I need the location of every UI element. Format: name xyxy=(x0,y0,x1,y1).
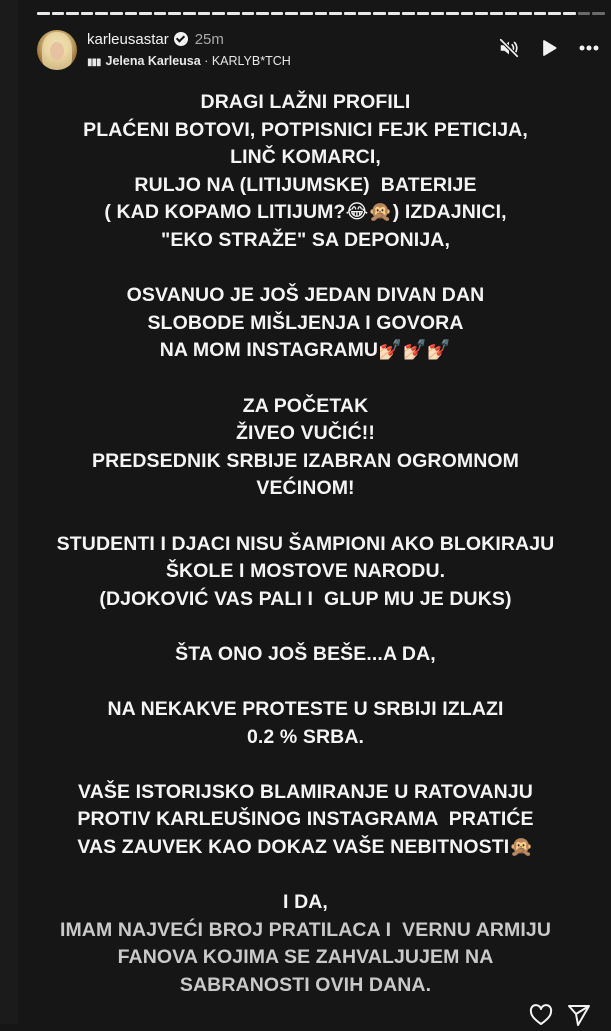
story-text-line: VAS ZAUVEK KAO DOKAZ VAŠE NEBITNOSTI🙊 xyxy=(77,836,534,859)
story-text-line xyxy=(0,862,611,890)
play-icon xyxy=(539,38,559,58)
story-header xyxy=(37,30,601,72)
story-text-line: ŠTA ONO JOŠ BEŠE...A DA, xyxy=(175,642,436,665)
progress-segment xyxy=(110,12,123,15)
play-button[interactable] xyxy=(537,36,561,60)
progress-segment xyxy=(431,12,444,15)
progress-segment xyxy=(242,12,255,15)
like-button[interactable] xyxy=(529,1004,553,1026)
story-text-line: IMAM NAJVEĆI BROJ PRATILACA I VERNU ARMIJU xyxy=(59,918,552,941)
username-row xyxy=(87,31,224,48)
verified-badge-icon xyxy=(174,32,188,46)
avatar[interactable] xyxy=(37,30,77,70)
progress-segment xyxy=(198,12,211,15)
send-icon xyxy=(567,1004,591,1026)
share-button[interactable] xyxy=(567,1004,591,1026)
story-text-line xyxy=(0,668,611,696)
progress-segment xyxy=(490,12,503,15)
progress-segment xyxy=(256,12,269,15)
story-text-line xyxy=(0,613,611,641)
music-bars-icon: ▮▮▮ xyxy=(87,57,101,68)
progress-segment xyxy=(125,12,138,15)
progress-segment xyxy=(81,12,94,15)
story-text-line: VAŠE ISTORIJSKO BLAMIRANJE U RATOVANJU xyxy=(78,780,533,803)
music-separator: · xyxy=(200,54,212,68)
music-artist: Jelena Karleusa xyxy=(105,54,201,68)
username-link[interactable]: karleusastar xyxy=(87,31,169,48)
progress-segment xyxy=(154,12,167,15)
story-text-line: OSVANUO JE JOŠ JEDAN DIVAN DAN xyxy=(126,284,485,307)
progress-segment xyxy=(402,12,415,15)
story-text-content xyxy=(0,89,611,1000)
story-text-line: (DJOKOVIĆ VAS PALI I GLUP MU JE DUKS) xyxy=(99,587,512,610)
story-text-line: PLAĆENI BOTOVI, POTPISNICI FEJK PETICIJA, xyxy=(83,118,528,141)
story-text-line: I DA, xyxy=(283,891,328,914)
story-footer-actions xyxy=(529,1004,591,1026)
progress-segment xyxy=(227,12,240,15)
progress-segment xyxy=(315,12,328,15)
progress-segment xyxy=(66,12,79,15)
story-text-line: "EKO STRAŽE" SA DEPONIJA, xyxy=(161,228,450,251)
progress-segment xyxy=(578,12,591,15)
progress-segment xyxy=(344,12,357,15)
story-text-line: RULJO NA (LITIJUMSKE) BATERIJE xyxy=(134,173,477,196)
heart-icon xyxy=(529,1004,553,1026)
progress-segment xyxy=(592,12,605,15)
progress-segment xyxy=(212,12,225,15)
story-text-line: 0.2 % SRBA. xyxy=(246,725,365,748)
progress-segment xyxy=(271,12,284,15)
progress-segment xyxy=(388,12,401,15)
more-options-button[interactable] xyxy=(577,36,601,60)
story-text-line: DRAGI LAŽNI PROFILI xyxy=(200,91,411,113)
story-text-line: PREDSEDNIK SRBIJE IZABRAN OGROMNOM xyxy=(91,449,519,472)
story-text-line: NA NEKAKVE PROTESTE U SRBIJI IZLAZI xyxy=(107,698,504,721)
timestamp: 25m xyxy=(194,31,224,48)
story-text-line xyxy=(0,751,611,779)
story-text-line: STUDENTI I DJACI NISU ŠAMPIONI AKO BLOKIRAJU xyxy=(56,532,555,555)
story-controls xyxy=(481,36,601,60)
story-text-line: FANOVA KOJIMA SE ZAHVALJUJEM NA xyxy=(117,946,494,969)
progress-segment xyxy=(505,12,518,15)
progress-segment xyxy=(139,12,152,15)
story-text-line: SABRANOSTI OVIH DANA. xyxy=(179,974,432,996)
progress-segment xyxy=(285,12,298,15)
story-text-line xyxy=(0,503,611,531)
story-text-line xyxy=(0,365,611,393)
progress-segment xyxy=(358,12,371,15)
story-progress-bar xyxy=(37,12,605,15)
story-text-line: VEĆINOM! xyxy=(256,477,355,500)
speaker-muted-icon xyxy=(498,37,520,59)
progress-segment xyxy=(446,12,459,15)
story-text-line: ZA POČETAK xyxy=(242,394,369,417)
progress-segment xyxy=(548,12,561,15)
progress-segment xyxy=(534,12,547,15)
progress-segment xyxy=(95,12,108,15)
progress-segment xyxy=(563,12,576,15)
progress-segment xyxy=(37,12,50,15)
story-text-line xyxy=(0,255,611,283)
music-attribution[interactable] xyxy=(87,54,291,68)
progress-segment xyxy=(417,12,430,15)
mute-button[interactable] xyxy=(497,36,521,60)
progress-segment xyxy=(461,12,474,15)
progress-segment xyxy=(168,12,181,15)
story-text-line: NA MOM INSTAGRAMU💅🏻💅🏻💅🏻 xyxy=(159,339,452,362)
story-text-line: PROTIV KARLEUŠINOG INSTAGRAMA PRATIĆE xyxy=(77,808,534,831)
story-text-line: ŠKOLE I MOSTOVE NARODU. xyxy=(165,560,446,583)
story-text-line: ŽIVEO VUČIĆ!! xyxy=(236,422,375,445)
more-horizontal-icon xyxy=(577,36,601,60)
story-text-line: LINČ KOMARCI, xyxy=(230,146,381,169)
progress-segment xyxy=(373,12,386,15)
story-text-line: SLOBODE MIŠLJENJA I GOVORA xyxy=(147,311,464,334)
progress-segment xyxy=(519,12,532,15)
progress-segment xyxy=(475,12,488,15)
avatar-face xyxy=(50,42,64,60)
progress-segment xyxy=(52,12,65,15)
progress-segment xyxy=(300,12,313,15)
progress-segment xyxy=(183,12,196,15)
music-title: KARLYB*TCH xyxy=(211,54,291,68)
progress-segment xyxy=(329,12,342,15)
story-text-line: ( KAD KOPAMO LITIJUM?😂🙊) IZDAJNICI, xyxy=(104,201,507,224)
